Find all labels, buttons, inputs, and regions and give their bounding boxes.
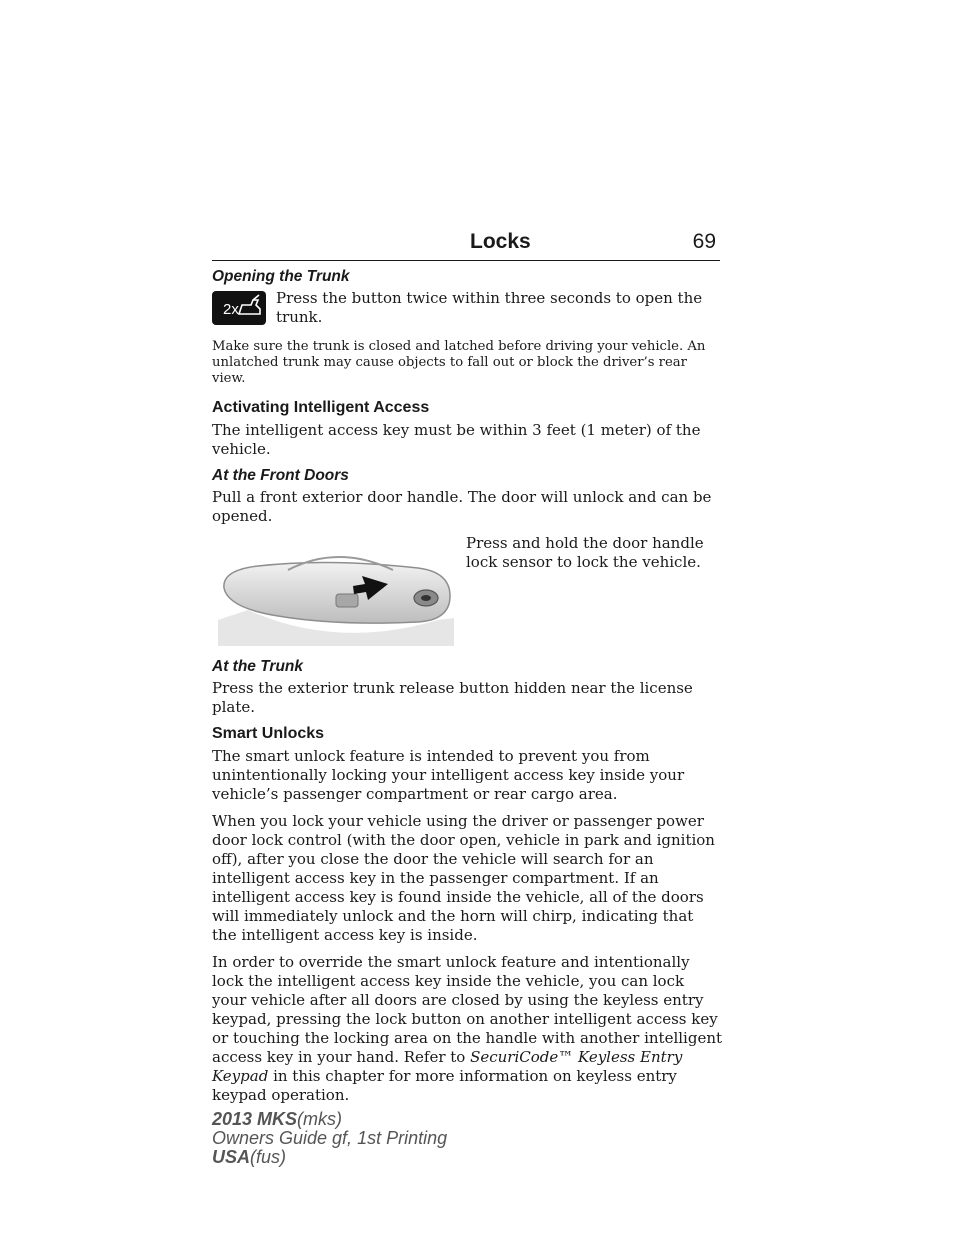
- page-content: [212, 268, 722, 1113]
- intelligent-access-text: The intelligent access key must be within 3 feet (1 meter) of the vehicle.: [212, 421, 701, 458]
- trunk-open-icon: [212, 291, 266, 325]
- page-footer: [212, 1110, 447, 1167]
- door-handle-illustration: [218, 550, 458, 646]
- keypad-reference-link: SecuriCode™ Keyless Entry Keypad: [212, 1048, 683, 1085]
- heading-at-trunk: At the Trunk: [212, 658, 303, 675]
- front-doors-text: Pull a front exterior door handle. The door will unlock and can be opened.: [212, 488, 712, 525]
- smart-unlocks-p1: The smart unlock feature is intended to prevent you from unintentionally locking your intelligent access key inside your vehicle’s passenger compartment or rear cargo area.: [212, 747, 685, 803]
- smart-unlocks-p2: When you lock your vehicle using the driver or passenger power door lock control (with the door open, vehicle in park and ignition off), after you close the door the vehicle will search for an intelligent access key in the passenger compartment. If an intelligent access key is found inside the vehicle, all of the doors will immediately unlock and the horn will chirp, indicating that the intelligent access key is inside.: [212, 812, 715, 944]
- footer-market-code: (fus): [250, 1147, 287, 1167]
- heading-opening-trunk: Opening the Trunk: [212, 268, 350, 285]
- footer-guide: Owners Guide gf, 1st Printing: [212, 1128, 448, 1148]
- footer-model-code: (mks): [297, 1109, 343, 1129]
- smart-unlocks-p3-before: In order to override the smart unlock feature and intentionally lock the intelligent access key inside the vehicle, you can lock your vehicle after all doors are closed by using the keyless entry keypad, pressing the lock button on another intelligent access key or touching the locking area on the handle with another intelligent access key in your hand. Refer to: [212, 953, 723, 1066]
- smart-unlocks-p3-after: in this chapter for more information on keyless entry keypad operation.: [212, 1067, 677, 1104]
- chapter-title: Locks: [470, 230, 531, 253]
- at-trunk-text: Press the exterior trunk release button hidden near the license plate.: [212, 679, 693, 716]
- heading-intelligent-access: Activating Intelligent Access: [212, 399, 430, 416]
- trunk-icon-label: 2x: [223, 301, 239, 318]
- trunk-button-text: Press the button twice within three seconds to open the trunk.: [276, 289, 703, 326]
- trunk-note: Make sure the trunk is closed and latched before driving your vehicle. An unlatched trunk may cause objects to fall out or block the driver’s rear view.: [212, 339, 706, 386]
- footer-market: USA: [212, 1147, 251, 1167]
- door-handle-text: Press and hold the door handle lock sensor to lock the vehicle.: [466, 534, 704, 571]
- trunk-button-row: [212, 289, 722, 327]
- door-handle-block: [212, 534, 722, 636]
- heading-front-doors: At the Front Doors: [212, 467, 349, 484]
- page-header: [212, 228, 720, 261]
- smart-unlocks-p3: [212, 953, 722, 1105]
- page-number: 69: [692, 230, 716, 253]
- footer-model: 2013 MKS: [212, 1109, 298, 1129]
- heading-smart-unlocks: Smart Unlocks: [212, 725, 325, 742]
